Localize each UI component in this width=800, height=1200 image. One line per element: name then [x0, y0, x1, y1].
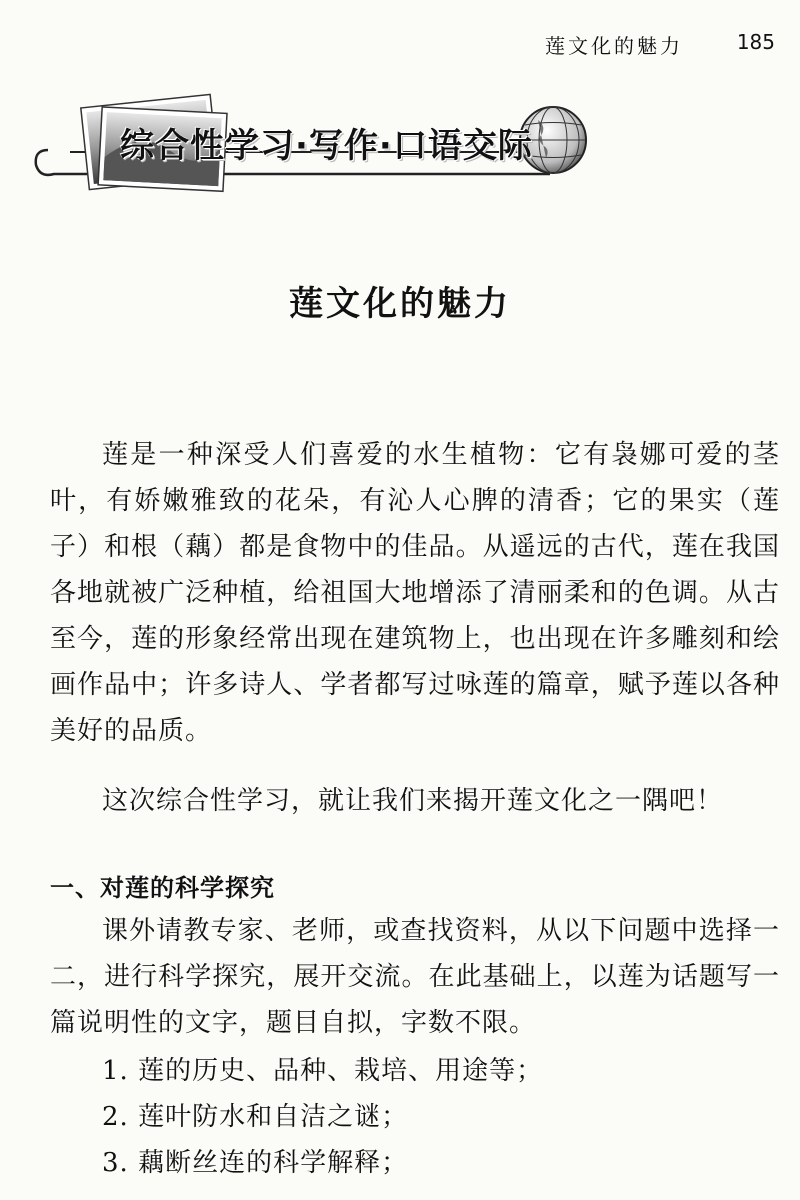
- running-head-title: 莲文化的魅力: [545, 34, 683, 58]
- page-number: 185: [736, 30, 775, 54]
- question-list: [50, 1048, 780, 1186]
- list-item: 3. 藕断丝连的科学解释；: [102, 1148, 409, 1178]
- running-head: [545, 30, 775, 60]
- section-heading: 一、对莲的科学探究: [50, 874, 275, 902]
- list-item: 2. 莲叶防水和自洁之谜；: [102, 1102, 409, 1132]
- invitation-paragraph: 这次综合性学习，就让我们来揭开莲文化之一隅吧！: [102, 786, 724, 816]
- section-banner: [30, 90, 590, 200]
- section-intro: 课外请教专家、老师，或查找资料，从以下问题中选择一二，进行科学探究，展开交流。在此基础上，以莲为话题写一篇说明性的文字，题目自拟，字数不限。: [50, 916, 780, 1038]
- list-item: 1. 莲的历史、品种、栽培、用途等；: [102, 1056, 544, 1086]
- lesson-title: 莲文化的魅力: [289, 284, 511, 324]
- banner-label: 综合性学习·写作·口语交际: [120, 126, 533, 166]
- intro-paragraph: 莲是一种深受人们喜爱的水生植物：它有袅娜可爱的茎叶，有娇嫩雅致的花朵，有沁人心脾的清香；它的果实（莲子）和根（藕）都是食物中的佳品。从遥远的古代，莲在我国各地就被广泛种植，给祖国大地增添了清丽柔和的色调。从古至今，莲的形象经常出现在建筑物上，也出现在许多雕刻和绘画作品中；许多诗人、学者都写过咏莲的篇章，赋予莲以各种美好的品质。: [50, 440, 780, 746]
